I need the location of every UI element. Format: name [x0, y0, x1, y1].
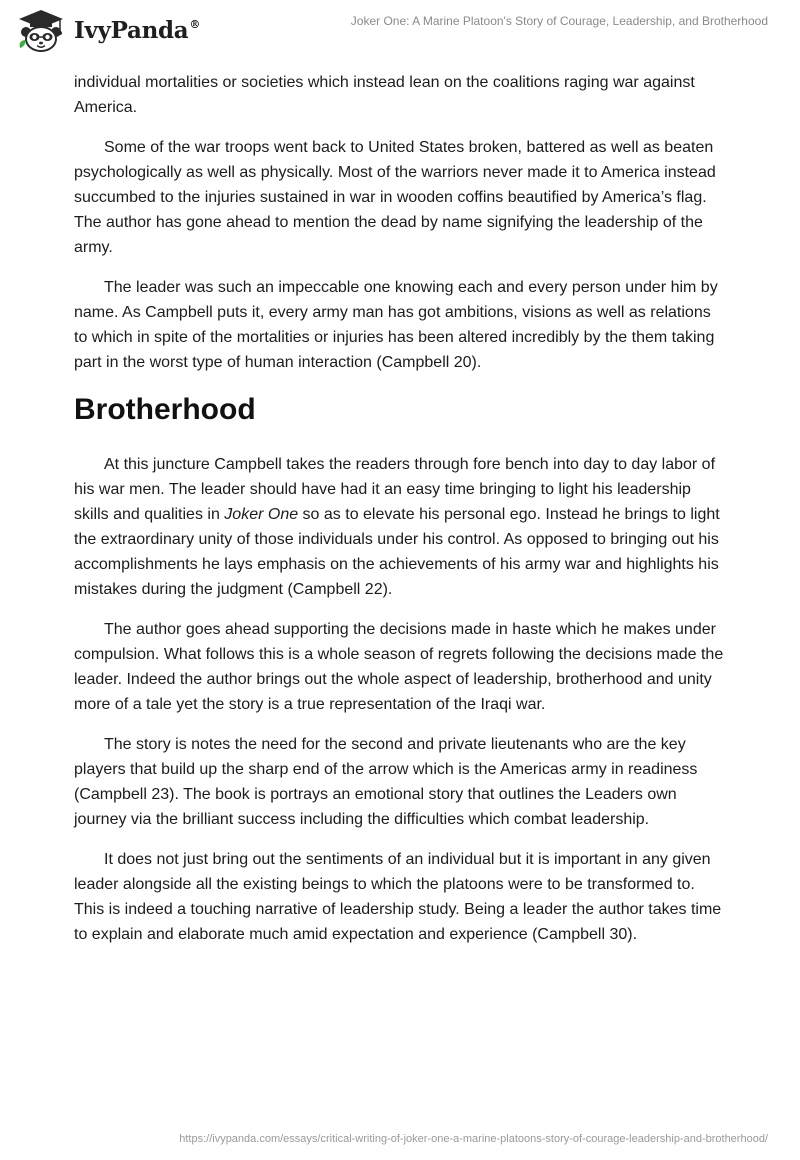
paragraph: Some of the war troops went back to United States broken, battered as well as beaten psychologically as well as physically. Most of the warriors never made it to America instead succumbed to the injuries sustained in war in wooden coffins beautified by America’s flag. The author has gone ahead to mention the dead by name signifying the leadership of the army.	[74, 139, 716, 256]
source-url[interactable]: https://ivypanda.com/essays/critical-writing-of-joker-one-a-marine-platoons-story-of-courage-leadership-and-brotherhood/	[179, 1133, 768, 1145]
paragraph: The leader was such an impeccable one knowing each and every person under him by name. As Campbell puts it, every army man has got ambitions, visions as well as relations to which in spite of the mortalities or injuries has been altered incredibly by the them taking part in the worst type of human interaction (Campbell 20).	[74, 279, 718, 371]
paragraph-text: so as to elevate his personal ego. Instead he brings to light the extraordinary unity of those individuals under his control. As opposed to bringing out his accomplishments he lays emphasis on the achievements of his army war and highlights his mistakes during the judgment (Campbell 22).	[74, 506, 720, 598]
section-heading-brotherhood: Brotherhood	[74, 393, 256, 426]
essay-body	[74, 70, 726, 962]
paragraph: The author goes ahead supporting the decisions made in haste which he makes under compulsion. What follows this is a whole season of regrets following the decisions made the leader. Indeed the author brings out the whole aspect of leadership, brotherhood and unity more of a tale yet the story is a true representation of the Iraqi war.	[74, 621, 724, 713]
book-title: Joker One	[224, 506, 299, 523]
panda-graduate-icon	[16, 8, 66, 52]
paragraph-continued: individual mortalities or societies which instead lean on the coalitions raging war against America.	[74, 74, 695, 116]
page-header	[0, 0, 800, 64]
brand-name: IvyPanda®	[74, 16, 201, 44]
logo[interactable]	[16, 8, 200, 52]
paragraph	[74, 452, 726, 602]
paragraph: It does not just bring out the sentiments of an individual but it is important in any given leader alongside all the existing beings to which the platoons were to be transformed to. This is indeed a touching narrative of leadership study. Being a leader the author takes time to explain and elaborate much amid expectation and experience (Campbell 30).	[74, 851, 722, 943]
paragraph-text: At this juncture Campbell takes the readers through fore bench into day to day labor of his war men. The leader should have had it an easy time bringing to light his leadership skills and qualities in	[74, 456, 716, 523]
registered-mark: ®	[189, 17, 201, 31]
paragraph: The story is notes the need for the second and private lieutenants who are the key players that build up the sharp end of the arrow which is the Americas army in readiness (Campbell 23). The book is portrays an emotional story that outlines the Leaders own journey via the brilliant success including the difficulties which combat leadership.	[74, 736, 698, 828]
document-title: Joker One: A Marine Platoon's Story of Courage, Leadership, and Brotherhood	[350, 14, 768, 28]
